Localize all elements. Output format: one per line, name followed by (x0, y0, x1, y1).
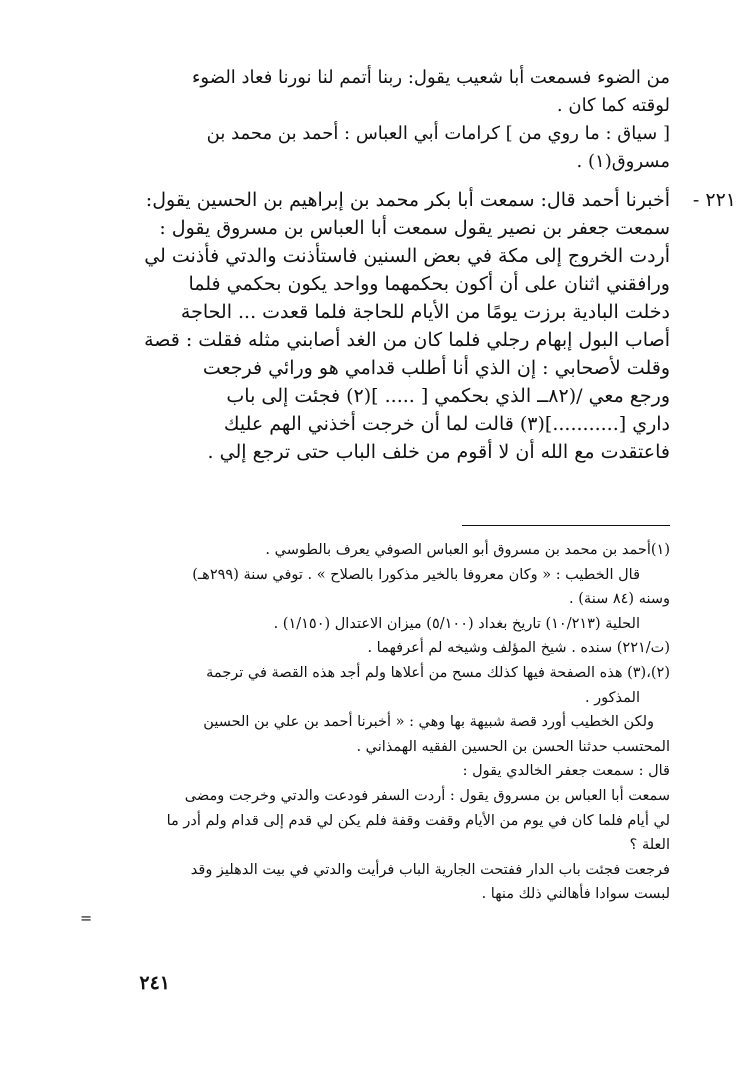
footnote-line: (٢)،(٣) هذه الصفحة فيها كذلك مسح من أعلاها ولم أجد هذه القصة في ترجمة (206, 664, 670, 681)
footnote-line: قال : سمعت جعفر الخالدي يقول : (462, 763, 670, 780)
text-line: أردت الخروج إلى مكة في بعض السنين فاستأذنت والدتي فأذنت لي (144, 245, 670, 267)
footnote-line: لي أيام فلما كان في يوم من الأيام وقفت وقفة فلم يكن لي قدم إلى قدام ولم أدر ما (166, 812, 670, 829)
footnotes (80, 538, 670, 932)
footnote-line: سمعت أبا العباس بن مسروق يقول : أردت السفر فودعت والدتي وخرجت ومضى (184, 787, 670, 804)
text-line: داري [...........](٣) قالت لما أن خرجت أخذني الهم عليك (223, 413, 670, 435)
text-line: دخلت البادية برزت يومًا من الأيام للحاجة فلما قعدت ... الحاجة (180, 301, 670, 323)
section-heading-line: [ سياق : ما روي من ] كرامات أبي العباس : أحمد بن محمد بن (206, 123, 670, 144)
footnote-separator (462, 525, 670, 526)
text-line: أصاب البول إبهام رجلي فلما كان من الغد أصابني مثله فقلت : قصة (144, 329, 670, 351)
text-line: من الضوء فسمعت أبا شعيب يقول: ربنا أتمم لنا نورنا فعاد الضوء (191, 67, 670, 88)
footnote-line: لبست سوادا فأهالني ذلك منها . (481, 886, 670, 903)
text-line: ورافقني اثنان على أن أكون بحكمهما وواحد يكون بحكمي فلما (188, 273, 670, 295)
text-line: فاعتقدت مع الله أن لا أقوم من خلف الباب حتى ترجع إلي . (207, 441, 670, 463)
footnote-line: (ت/٢٢١) سنده . شيخ المؤلف وشيخه لم أعرفهما . (367, 640, 670, 657)
text-line: سمعت جعفر بن نصير يقول سمعت أبا العباس بن مسروق يقول : (159, 217, 670, 239)
narration-paragraph (80, 186, 670, 466)
continuation-mark: = (80, 910, 93, 927)
footnote-line: العلة ؟ (629, 837, 670, 854)
text-line: مسروق(١) . (576, 151, 670, 172)
footnote-line: وسنه (٨٤ سنة) . (569, 591, 670, 608)
footnote-line: فرجعت فجئت باب الدار ففتحت الجارية الباب فرأيت والدتي في بيت الدهليز وقد (190, 861, 670, 878)
footnote-line: المذكور . (584, 689, 640, 706)
text-line: لوقته كما كان . (556, 95, 670, 116)
footnote-line: (١)أحمد بن محمد بن مسروق أبو العباس الصوفي يعرف بالطوسي . (265, 542, 670, 558)
footnote-line: الحلية (١٠/٢١٣) تاريخ بغداد (٥/١٠٠) ميزان الاعتدال (١/١٥٠) . (273, 615, 640, 632)
footnote-line: قال الخطيب : « وكان معروفا بالخير مذكورا بالصلاح » . توفي سنة (٢٩٩هـ) (192, 566, 640, 583)
text-line: ورجع معي /(٨٢ــ الذي بحكمي [ ..... ](٢) فجئت إلى باب (226, 385, 670, 407)
text-line: أخبرنا أحمد قال: سمعت أبا بكر محمد بن إبراهيم بن الحسين يقول: (145, 189, 670, 211)
footnote-line: ولكن الخطيب أورد قصة شبيهة بها وهي : « أخبرنا أحمد بن علي بن الحسين (203, 714, 654, 731)
intro-paragraph (80, 64, 670, 176)
page-number: ٢٤١ (139, 972, 170, 994)
text-line: وقلت لأصحابي : إن الذي أنا أطلب قدامي هو ورائي فرجعت (202, 357, 670, 379)
footnote-line: المحتسب حدثنا الحسن بن الحسين الفقيه الهمذاني . (356, 738, 670, 755)
item-number: ٢٢١ - (692, 189, 736, 211)
